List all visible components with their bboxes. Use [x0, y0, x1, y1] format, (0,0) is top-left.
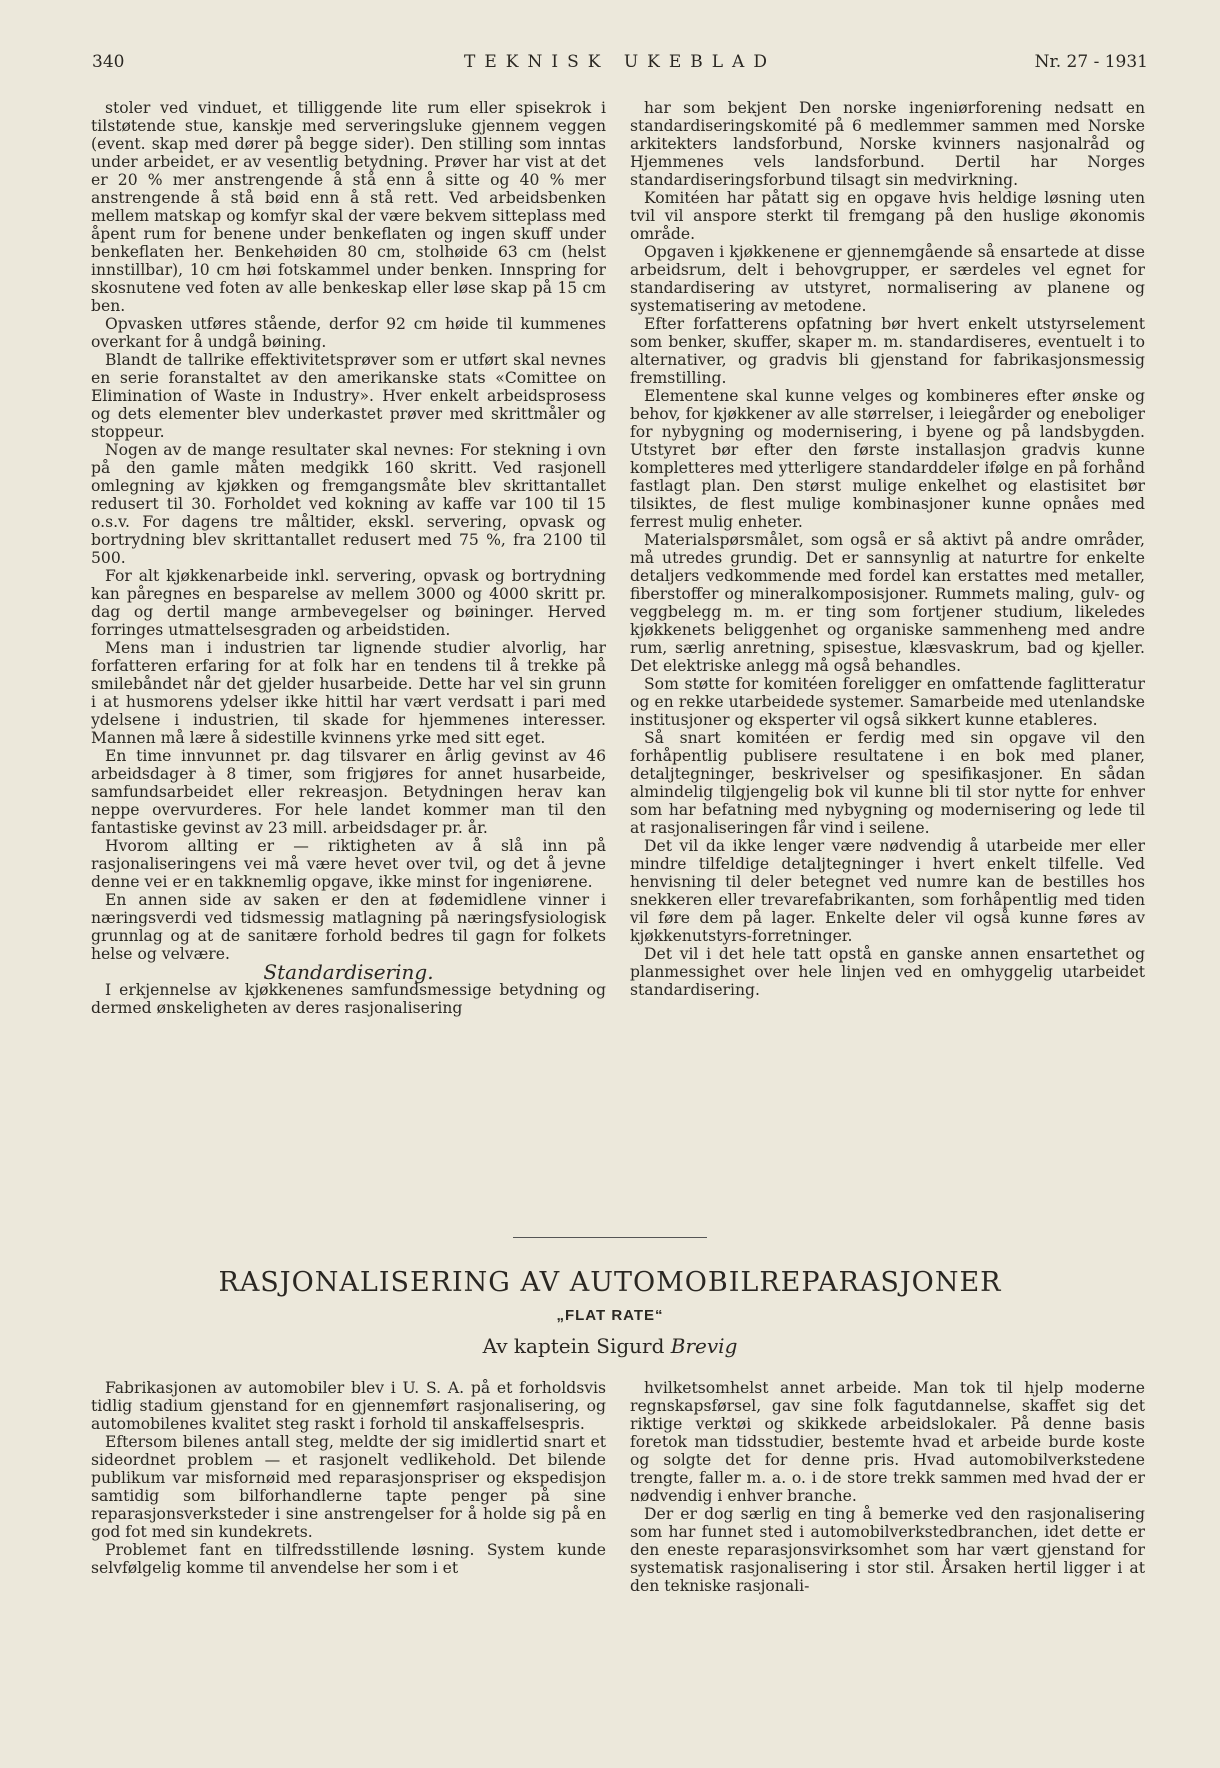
left-column [91, 99, 606, 1017]
article-byline [0, 1334, 1220, 1358]
page-number: 340 [92, 52, 125, 72]
article-title: RASJONALISERING AV AUTOMOBILREPARASJONER [218, 1267, 1002, 1298]
article-subtitle: „FLAT RATE“ [556, 1307, 664, 1324]
paragraph: Opgaven i kjøkkenene er gjennemgående så ensartede at disse arbeidsrum, delt i behovgrupper, er særdeles vel egnet for standardisering av utstyret, normalisering av planene og systematisering av metodene. [630, 243, 1145, 315]
paragraph: Mens man i industrien tar lignende studier alvorlig, har forfatteren erfaring for at folk har en tendens til å trekke på smilebåndet når det gjelder husarbeide. Dette har vel sin grunn i at husmorens ydelser ikke hittil har vært verdsatt i pari med ydelsene i industrien, til skade for hjemmenes interesser. Mannen må lære å sidestille kvinnens yrke med sitt eget. [91, 639, 606, 747]
paragraph: Som støtte for komitéen foreligger en omfattende faglitteratur og en rekke utarbeidede systemer. Samarbeide med utenlandske institusjoner og eksperter vil også sikkert kunne etableres. [630, 675, 1145, 729]
paragraph: Komitéen har påtatt sig en opgave hvis heldige løsning uten tvil vil anspore sterkt til fremgang på den huslige økonomis område. [630, 189, 1145, 243]
section-divider [513, 1237, 707, 1238]
journal-title: TEKNISK UKEBLAD [464, 52, 776, 72]
right-column [630, 99, 1145, 999]
paragraph: Det vil da ikke lenger være nødvendig å utarbeide mer eller mindre tilfeldige detaljtegninger i hvert enkelt tilfelle. Ved henvisning til deler betegnet ved numre kan de bestilles hos snekkeren eller trevarefabrikanten, som forhåpentlig med tiden vil føre dem på lager. Enkelte deler vil også kunne føres av kjøkkenutstyrs-forretninger. [630, 837, 1145, 945]
paragraph: Opvasken utføres stående, derfor 92 cm høide til kummenes overkant for å undgå bøining. [91, 315, 606, 351]
paragraph: Det vil i det hele tatt opstå en ganske annen ensartethet og planmessighet over hele linjen ved en omhyggelig utarbeidet standardisering. [630, 945, 1145, 999]
paragraph: En annen side av saken er den at fødemidlene vinner i næringsverdi ved tidsmessig matlagning på næringsfysiologisk grunnlag og at de sanitære forhold bedres til gagn for folkets helse og velvære. [91, 891, 606, 963]
byline-author: Brevig [670, 1334, 738, 1358]
page-header [92, 52, 1148, 82]
paragraph: Problemet fant en tilfredsstillende løsning. System kunde selvfølgelig komme til anvendelse her som i et [91, 1541, 606, 1577]
paragraph: Hvorom allting er — riktigheten av å slå inn på rasjonaliseringens vei må være hevet over tvil, og det å jevne denne vei er en takknemlig opgave, ikke minst for ingeniørene. [91, 837, 606, 891]
paragraph: Så snart komitéen er ferdig med sin opgave vil den forhåpentlig publisere resultatene i en bok med planer, detaljtegninger, beskrivelser og spesifikasjoner. En sådan almindelig tilgjengelig bok vil kunne bli til stor nytte for enhver som har befatning med nybygning og modernisering og lede til at rasjonaliseringen får vind i seilene. [630, 729, 1145, 837]
article2-left-column [91, 1379, 606, 1577]
article2-right-column [630, 1379, 1145, 1595]
paragraph: Elementene skal kunne velges og kombineres efter ønske og behov, for kjøkkener av alle størrelser, i leiegårder og eneboliger for nybygning og modernisering, i byene og på landsbygden. Utstyret bør efter den første installasjon gradvis kunne kompletteres med ytterligere standarddeler ifølge en på forhånd fastlagt plan. Den størst mulige enkelhet og elastisitet bør tilsiktes, de flest mulige kombinasjoner kunne opnåes med ferrest mulig enheter. [630, 387, 1145, 531]
issue-number: Nr. 27 - 1931 [1034, 52, 1148, 72]
paragraph: For alt kjøkkenarbeide inkl. servering, opvask og bortrydning kan påregnes en besparelse av mellem 3000 og 4000 skritt pr. dag og dertil mange armbevegelser og bøininger. Herved forringes utmattelsesgraden og arbeidstiden. [91, 567, 606, 639]
paragraph: Fabrikasjonen av automobiler blev i U. S. A. på et forholdsvis tidlig stadium gjenstand for en gjennemført rasjonalisering, og automobilenes kvalitet steg raskt i forhold til anskaffelsespris. [91, 1379, 606, 1433]
paragraph: Nogen av de mange resultater skal nevnes: For stekning i ovn på den gamle måten medgikk 160 skritt. Ved rasjonell omlegning av kjøkken og fremgangsmåte blev skrittantallet redusert til 30. Forholdet ved kokning av kaffe var 100 til 15 o.s.v. For dagens tre måltider, ekskl. servering, opvask og bortrydning blev skrittantallet redusert med 75 %, fra 2100 til 500. [91, 441, 606, 567]
paragraph: Eftersom bilenes antall steg, meldte der sig imidlertid snart et sideordnet problem — et rasjonelt vedlikehold. Det bilende publikum var misfornøid med reparasjonspriser og ekspedisjon samtidig som bilforhandlerne tapte penger på sine reparasjonsverksteder i sine anstrengelser for å holde sig på en god fot med sin kundekrets. [91, 1433, 606, 1541]
paragraph: En time innvunnet pr. dag tilsvarer en årlig gevinst av 46 arbeidsdager à 8 timer, som frigjøres for annet husarbeide, samfundsarbeidet eller rekreasjon. Betydningen herav kan neppe overvurderes. For hele landet kommer man til den fantastiske gevinst av 23 mill. arbeidsdager pr. år. [91, 747, 606, 837]
byline-prefix: Av kaptein Sigurd [482, 1334, 671, 1358]
paragraph: Der er dog særlig en ting å bemerke ved den rasjonalisering som har funnet sted i automobilverkstedbranchen, idet dette er den eneste reparasjonsvirksomhet som har vært gjenstand for systematisk rasjonalisering i stor stil. Årsaken hertil ligger i at den tekniske rasjonali- [630, 1505, 1145, 1595]
paragraph: Efter forfatterens opfatning bør hvert enkelt utstyrselement som benker, skuffer, skaper m. m. standardiseres, eventuelt i to alternativer, og gradvis bli gjenstand for fabrikasjonsmessig fremstilling. [630, 315, 1145, 387]
section-subheading: Standardisering. [263, 960, 434, 984]
paragraph: stoler ved vinduet, et tilliggende lite rum eller spisekrok i tilstøtende stue, kanskje med serveringsluke gjennem veggen (event. skap med dører på begge sider). Den stilling som inntas under arbeidet, er av vesentlig betydning. Prøver har vist at det er 20 % mer anstrengende å stå enn å sitte og 40 % mer anstrengende å stå bøid enn å stå rett. Ved arbeidsbenken mellem matskap og komfyr skal der være bekvem sitteplass med åpent rum for benene under benkeflaten og ingen skuff under benkeflaten her. Benkehøiden 80 cm, stolhøide 63 cm (helst innstillbar), 10 cm høi fotskammel under benken. Innspring for skosnutene ved foten av alle benkeskap eller løse skap på 15 cm ben. [91, 99, 606, 315]
paragraph: hvilketsomhelst annet arbeide. Man tok til hjelp moderne regnskapsførsel, gav sine folk fagutdannelse, skaffet sig det riktige verktøi og skikkede arbeidslokaler. På denne basis foretok man tidsstudier, bestemte hvad et arbeide burde koste og solgte det for denne pris. Hvad automobilverkstedene trengte, faller m. a. o. i de store trekk sammen med hvad der er nødvendig i enhver branche. [630, 1379, 1145, 1505]
paragraph: Materialspørsmålet, som også er så aktivt på andre områder, må utredes grundig. Det er sannsynlig at naturtre for enkelte detaljers vedkommende med fordel kan erstattes med metaller, fiberstoffer og mineralkomposisjoner. Rummets maling, gulv- og veggbelegg m. m. er ting som fortjener studium, likeledes kjøkkenets beliggenhet og organiske sammenheng med andre rum, særlig anretning, spisestue, klæsvaskrum, bad og kjeller. Det elektriske anlegg må også behandles. [630, 531, 1145, 675]
paragraph: Blandt de tallrike effektivitetsprøver som er utført skal nevnes en serie foranstaltet av den amerikanske stats «Comittee on Elimination of Waste in Industry». Hver enkelt arbeidsprosess og dets elementer blev underkastet prøver med skrittmåler og stoppeur. [91, 351, 606, 441]
paragraph: har som bekjent Den norske ingeniørforening nedsatt en standardiseringskomité på 6 medlemmer sammen med Norske arkitekters landsforbund, Norske kvinners nasjonalråd og Hjemmenes vels landsforbund. Dertil har Norges standardiseringsforbund tilsagt sin medvirkning. [630, 99, 1145, 189]
paragraph: I erkjennelse av kjøkkenenes samfundsmessige betydning og dermed ønskeligheten av deres rasjonalisering [91, 981, 606, 1017]
